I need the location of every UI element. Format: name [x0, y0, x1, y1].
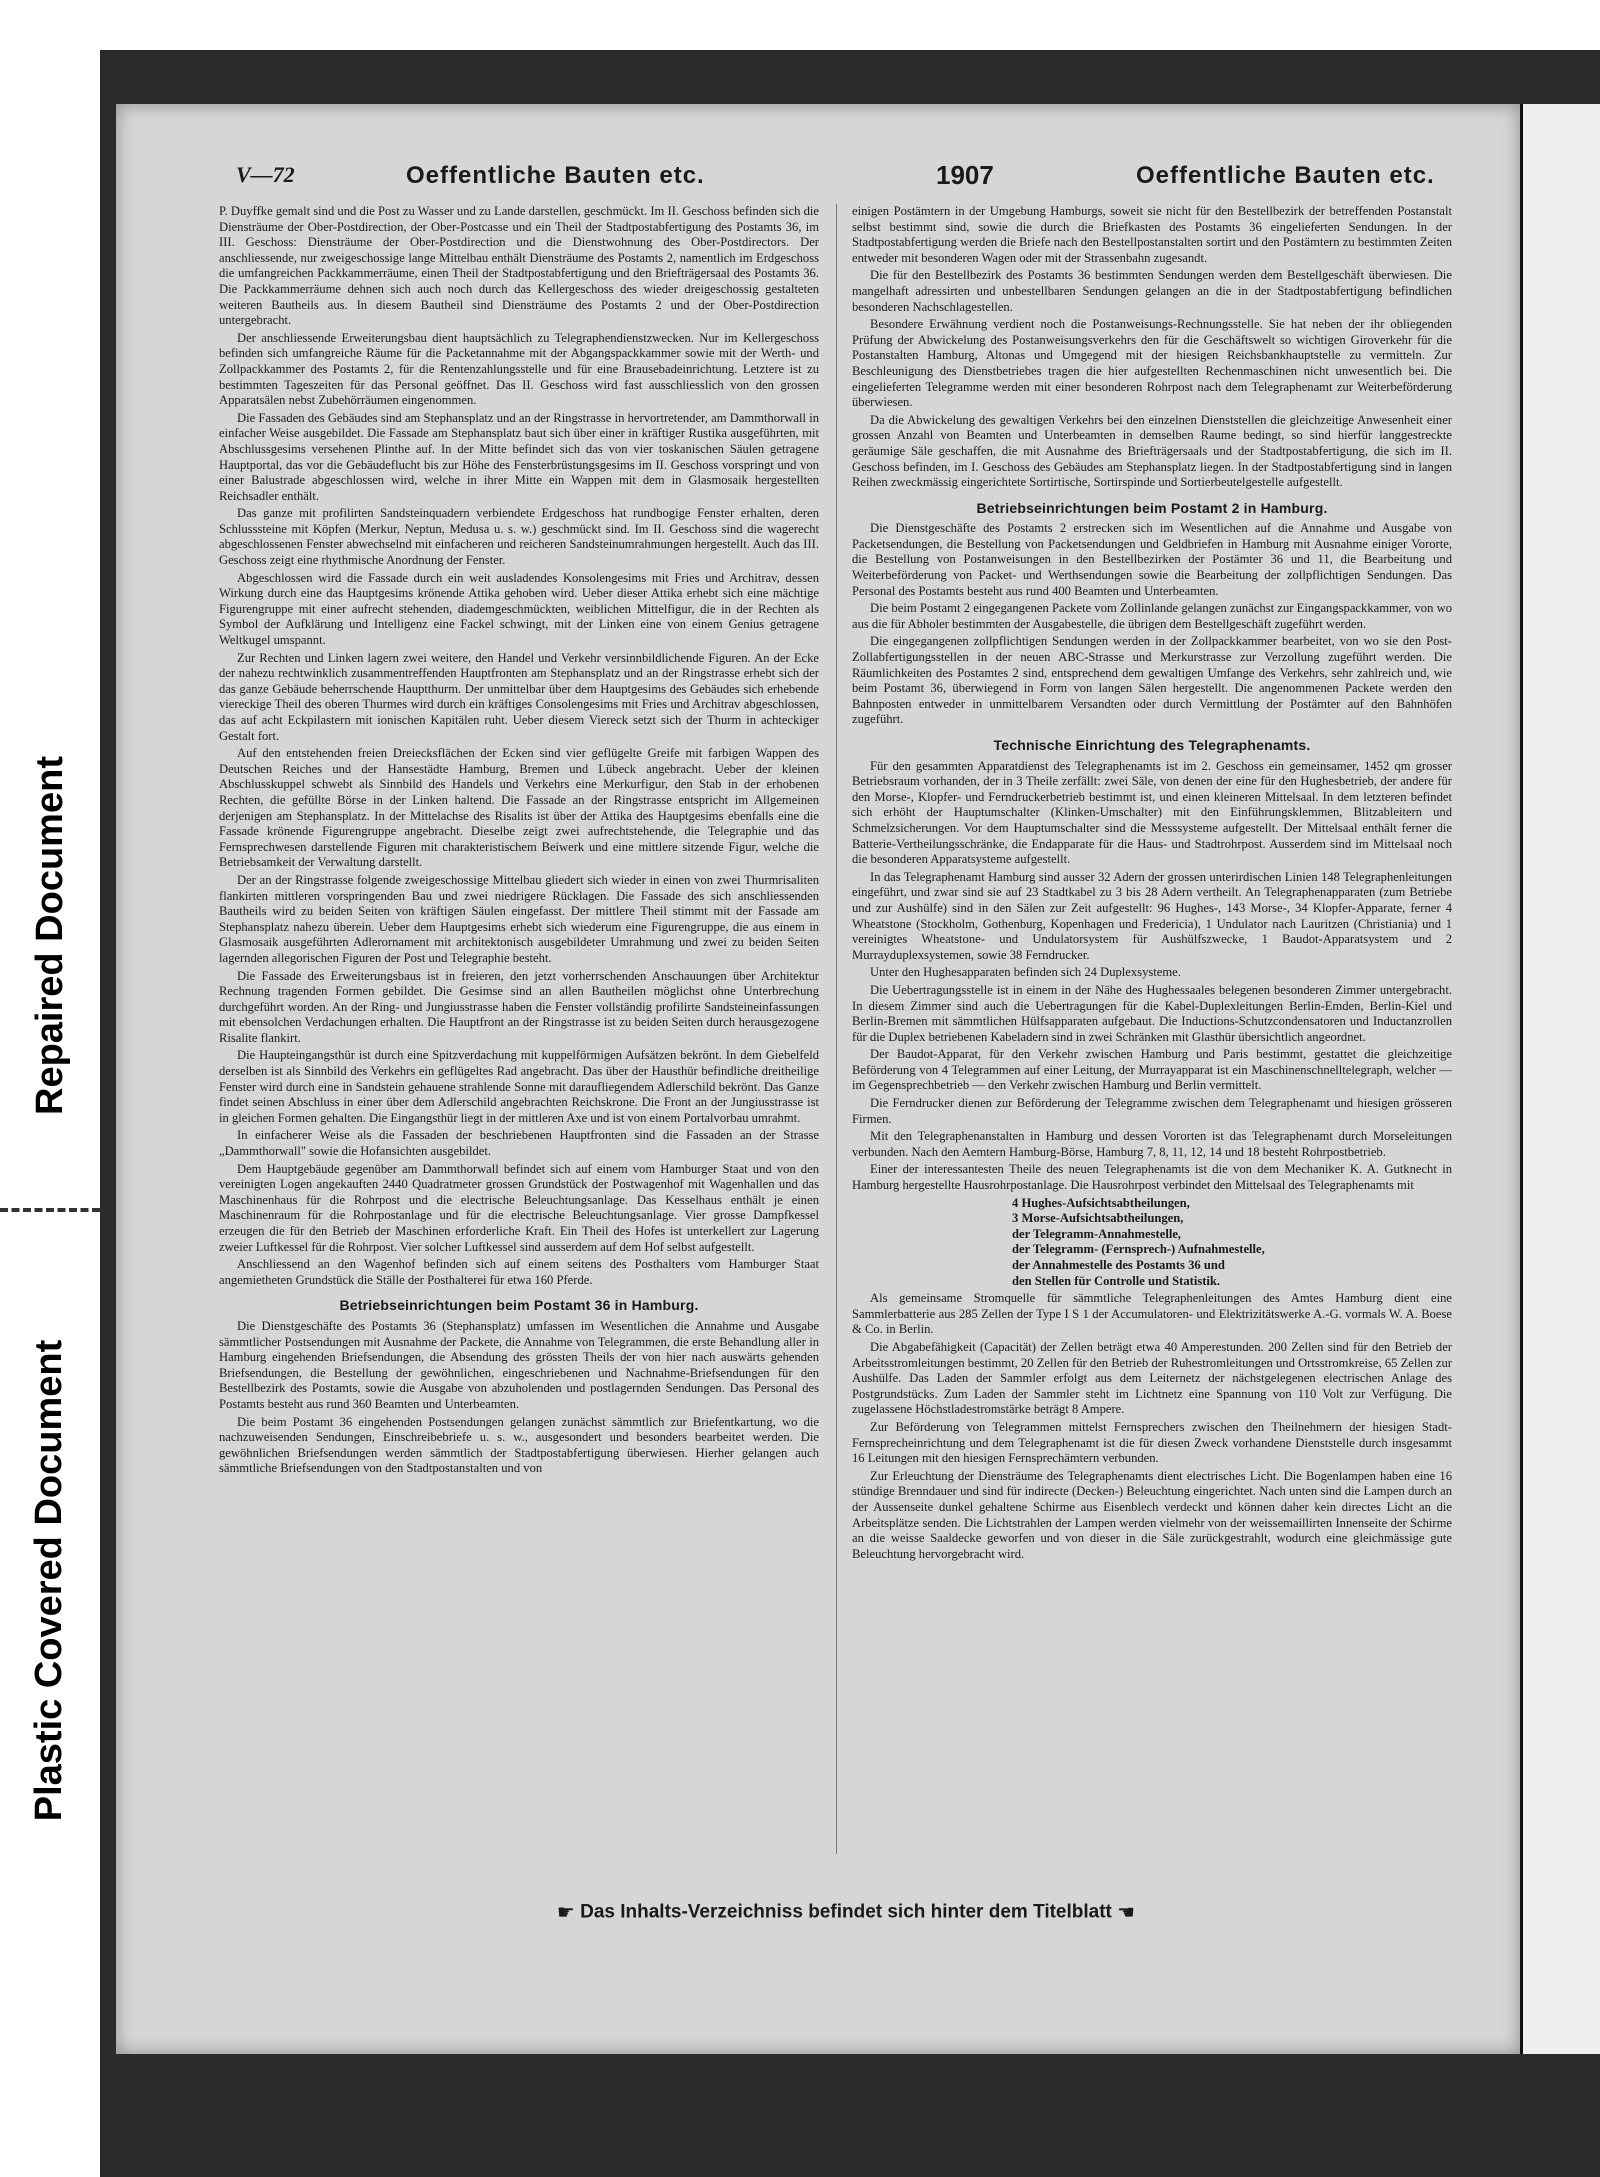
list-item: der Telegramm- (Fernsprech-) Aufnahmestelle,: [1012, 1242, 1265, 1257]
paragraph: Besondere Erwähnung verdient noch die Postanweisungs-Rechnungsstelle. Sie hat neben der ihr obliegenden Prüfung der Abwickelung des Postanweisungsverkehrs den für die Geschäftswelt so wichtigen Giroverkehr für die Postanstalten Hamburg, Altonas und Umgegend mit der hiesigen Reichsbankhauptstelle zu vermitteln. Zur Beschleunigung des Dienstbetriebes tragen die hier aufgestellten Rechenmaschinen nicht unwesentlich bei. Die eingelieferten Telegramme werden mit einer besonderen Rohrpost nach dem Telegraphenamt zur Weiterbeförderung überwiesen.: [852, 317, 1452, 410]
paragraph: Zur Beförderung von Telegrammen mittelst Fernsprechers zwischen den Theilnehmern der hiesigen Stadt-Fernsprecheinrichtung und dem Telegraphenamt ist die für diesen Zweck vorhandene Dienststelle durch insgesammt 16 Leitungen mit den hiesigen Fernsprechämtern verbunden.: [852, 1419, 1452, 1466]
paragraph: Der an der Ringstrasse folgende zweigeschossige Mittelbau gliedert sich wieder in einen von zwei Thurmrisaliten flankirten mittleren vorspringenden Bau und zwei niedrigere Rücklagen. Die Fassade des sich anschliessenden Bautheils wird zu beiden Seiten von kräftigen Säulen eingefasst. Der mittlere Theil stimmt mit der Fassade am Stephansplatz nahezu überein. Ueber dem Hauptgesims erhebt sich wiederum eine Figurengruppe, die aus einem in Glasmosaik ausgeführten Adlerornament mit architektonisch ausgebildeter Umrahmung und zwei zu beiden Seiten lagernden allegorischen Figuren der Post und Telegraphie besteht.: [219, 872, 819, 965]
paragraph: Die Ferndrucker dienen zur Beförderung der Telegramme zwischen dem Telegraphenamt und hiesigen grösseren Firmen.: [852, 1096, 1452, 1126]
paragraph: Die Dienstgeschäfte des Postamts 2 erstrecken sich im Wesentlichen auf die Annahme und Ausgabe von Packetsendungen, die Bestellung von Packetsendungen und Geldbriefen in Hamburg mit Ausnahme einiger Vororte, die Bestellung von Postanweisungen in den Bestellbezirken der Postämter 36 und 11, die Bearbeitung und Weiterbeförderung von Packet- und Werthsendungen sowie die Bearbeitung der zollpflichtigen Sendungen. Das Personal des Postamts besteht aus rund 400 Beamten und Unterbeamten.: [852, 521, 1452, 598]
left-column: [219, 204, 819, 1479]
scanner-divider: [0, 1208, 100, 1212]
paragraph: Die Uebertragungsstelle ist in einem in der Nähe des Hughessaales belegenen besonderen Zimmer untergebracht. In diesem Zimmer sind auch die Uebertragungen für die Kabel-Duplexleitungen Berlin-Emden, Berlin-Kiel und Berlin-Bremen mit sämmtlichen Hülfsapparaten aufgebaut. Die Inductions-Schutzcondensatoren und Inductanzrollen für die Duplex betriebenen Kabeladern sind in zwei Schränken mit Glasthür übersichtlich angeordnet.: [852, 982, 1452, 1044]
header-title-left: Oeffentliche Bauten etc.: [406, 162, 705, 189]
paragraph: Dem Hauptgebäude gegenüber am Dammthorwall befindet sich auf einem vom Hamburger Staat und von den vereinigten Logen angekauften 2440 Quadratmeter grossen Grundstück der Postwagenhof mit Wagenhallen und das Maschinenhaus für die Rohrpost und die electrische Beleuchtungsanlage. Das Kesselhaus enthält je einen Maschinenraum für die Rohrpostanlage und für die electrische Beleuchtungsanlage. Vier grosse Dampfkessel erzeugen die für den Betrieb der Maschinen erforderliche Kraft. Ein Theil des Hofes ist unterkellert zur Lagerung zweier Luftkessel für die Rohrpost. Vier solcher Luftkessel sind ausserdem auf dem Hof selbst aufgestellt.: [219, 1161, 819, 1254]
paragraph: In das Telegraphenamt Hamburg sind ausser 32 Adern der grossen unterirdischen Linien 148 Telegraphenleitungen eingeführt, und zwar sind sie auf 23 Stadtkabel zu 3 bis 28 Adern vertheilt. An Telegraphenapparaten (zum Betriebe und zur Aushülfe) sind in den Sälen zur Zeit aufgestellt: 96 Hughes-, 143 Morse-, 34 Klopfer-Apparate, ferner 4 Wheatstone (Stockholm, Gothenburg, Kopenhagen und Fredericia), 1 Undulator nach Lauritzen (Christiania) und 1 vereinigtes Wheatstone- und Undulatorsystem für Aushülfszwecke, 1 Baudot-Apparatsystem und 2 Murrayduplexsystemen, sowie 38 Ferndrucker.: [852, 869, 1452, 962]
right-column: [852, 204, 1452, 1564]
pointing-hand-right-icon: ☛: [556, 1902, 575, 1924]
paragraph: Auf den entstehenden freien Dreiecksflächen der Ecken sind vier geflügelte Greife mit farbigen Wappen des Deutschen Reiches und der Hansestädte Hamburg, Bremen und Lübeck angebracht. Ueber der kleinen Abschlusskuppel schwebt als Sinnbild des Handels und Verkehrs eine Merkurfigur, den Stab in der erhobenen Rechten, die gefüllte Börse in der Linken haltend. Die Fassade an der Ringstrasse entspricht im Allgemeinen derjenigen am Stephansplatz. In der Mittelachse des Risalits ist über der Attika des Hauptgesims ebenfalls eine die Fassade krönende Figurengruppe angebracht. Dieselbe zeigt zwei aufrechtstehende, die Telegraphie und das Fernsprechwesen darstellende Figuren mit charakteristischem Beiwerk und eine mittlere sitzende Figur, welche die Betriebsamkeit der Verwaltung darstellt.: [219, 746, 819, 870]
paragraph: Der Baudot-Apparat, für den Verkehr zwischen Hamburg und Paris bestimmt, gestattet die gleichzeitige Beförderung von 4 Telegrammen auf einer Leitung, der Murrayapparat ist ein Maschinenschnelltelegraph, welcher — im Gegensprechbetrieb — den Verkehr zwischen Hamburg und Berlin vermittelt.: [852, 1047, 1452, 1093]
page-number: V—72: [236, 162, 295, 187]
list-item: der Annahmestelle des Postamts 36 und: [1012, 1258, 1225, 1272]
paragraph: Für den gesammten Apparatdienst des Telegraphenamts ist im 2. Geschoss ein gemeinsamer, 1452 qm grosser Betriebsraum vorhanden, der in 3 Theile zerfällt: zwei Säle, von denen der eine für den Hughesbetrieb, der andere für den Morse-, Klopfer- und Ferndruckerbetrieb bestimmt ist, und einen kleineren Mittelsaal. In dem letzteren befindet sich erhöht der Hauptumschalter (Klinken-Umschalter) mit den Einführungsklemmen, Blitzableitern und Schmelzsicherungen. Vor dem Hauptumschalter sind die Messsysteme aufgestellt. Der Mittelsaal enthält ferner die Batterie-Vertheilungsschränke, die Endapparate für die Haus- und Stadtrohrpost. Ausserdem sind im Mittelsaal noch die besonderen Apparatsysteme aufgestellt.: [852, 758, 1452, 867]
repaired-document-label: Repaired Document: [28, 755, 71, 1115]
column-divider: [836, 204, 837, 1854]
paragraph: Zur Rechten und Linken lagern zwei weitere, den Handel und Verkehr versinnbildlichende Figuren. An der Ecke der nahezu rechtwinklich zusammentreffenden Hauptfronten am Stephansplatz und an der Ringstrasse erhebt sich der das ganze Gebäude beherrschende Hauptthurm. Der unmittelbar über dem Hauptgesims des Gebäudes sich erhebende viereckige Theil des oberen Thurmes wird durch ein kräftiges Consolengesims mit Fries und Architrav abgeschlossen, das auf acht Eckpilastern mit ionischen Kapitälen ruht. Ueber diesem Viereck setzt sich der Thurm in achteckiger Gestalt fort.: [219, 650, 819, 743]
header-title-right: Oeffentliche Bauten etc.: [1136, 162, 1435, 189]
paragraph: Unter den Hughesapparaten befinden sich 24 Duplexsysteme.: [870, 965, 1181, 980]
plastic-covered-label: Plastic Covered Document: [28, 1339, 71, 1821]
paragraph: Anschliessend an den Wagenhof befinden sich auf einem seitens des Posthalters vom Hamburger Staat angemietheten Grundstück die Ställe der Posthalterei für etwa 160 Pferde.: [219, 1257, 819, 1287]
paragraph: Einer der interessantesten Theile des neuen Telegraphenamts ist die von dem Mechaniker K. A. Gutknecht in Hamburg hergestellte Hausrohrpostanlage. Die Hausrohrpost verbindet den Mittelsaal des Telegraphenamts mit: [852, 1162, 1452, 1193]
paragraph: Das ganze mit profilirten Sandsteinquadern verbiendete Erdgeschoss hat rundbogige Fenster erhalten, deren Schlusssteine mit Köpfen (Merkur, Neptun, Medusa u. s. w.) geschmückt sind. Im II. Geschoss sind die wagerecht abgeschlossenen Fenster abwechselnd mit einfacheren und reicheren Sandsteinumrahmungen hergestellt. Auch das III. Geschoss zeigt eine rhythmische Anordnung der Fenster.: [219, 506, 819, 568]
paragraph: Die Fassade des Erweiterungsbaus ist in freieren, den jetzt vorherrschenden Anschauungen über Architektur Rechnung tragenden Formen gebildet. Die Gesimse sind an allen Bautheilen möglichst ohne Unterbrechung durchgeführt worden. An der Ring- und Jungiusstrasse haben die Fenster vollständig profilirte Sandsteineinfassungen mit ebensolchen Verdachungen erhalten. Die Hauptfront an der Ringstrasse ist zu beiden Seiten durch herausgezogene Risalite flankirt.: [219, 968, 819, 1045]
paragraph: Abgeschlossen wird die Fassade durch ein weit ausladendes Konsolengesims mit Fries und Architrav, dessen Wirkung durch eine das Hauptgesims krönende Attika gehoben wird. Ueber dieser Attika erhebt sich eine mächtige Figurengruppe mit einer aufrecht stehenden, diademgeschmückten, weiblichen Mittelfigur, die in der Rechten als Symbol der Aufklärung und Intelligenz eine Fackel schwingt, mit der Linken eine von einem Genius getragene Weltkugel umspannt.: [219, 570, 819, 648]
footer-text: Das Inhalts-Verzeichniss befindet sich hinter dem Titelblatt: [580, 1901, 1112, 1923]
paragraph: Die Haupteingangsthür ist durch eine Spitzverdachung mit kuppelförmigen Aufsätzen bekrönt. In dem Giebelfeld derselben ist als Sinnbild des Verkehrs ein geflügeltes Rad angebracht. Das über der Hausthür befindliche dreitheilige Fenster wird durch eine in Sandstein gehauene strahlende Sonne mit daraufliegendem Adlerschild bekrönt. Das Ganze findet seinen Abschluss in einer über dem Adlerschild angebrachten Reichskrone. Die Front an der Jungiusstrasse ist in gleichen Formen gehalten. Die Eingangsthür liegt in der mittleren Axe und ist von einem Portalvorbau umrahmt.: [219, 1048, 819, 1125]
list-item: 3 Morse-Aufsichtsabtheilungen,: [1012, 1211, 1184, 1226]
list-item: den Stellen für Controlle und Statistik.: [1012, 1273, 1221, 1288]
section-heading-telegraphenamt: Technische Einrichtung des Telegraphenamts.: [993, 737, 1311, 753]
paragraph: P. Duyffke gemalt sind und die Post zu Wasser und zu Lande darstellen, geschmückt. Im II. Geschoss befinden sich die Diensträume der Ober-Postdirection, der Ober-Postcasse und ein Theil der Stadtpostabfertigung des Postamts 36, im III. Geschoss: Diensträume der Ober-Postdirection und die Dienstwohnung des Ober-Postdirectors. Der anschliessende, nur zweigeschossige lange Mittelbau enthält Diensträume des Postamts 2, namentlich im Erdgeschoss die umfangreichen Packkammerräume, einen Theil der Stadtpostabfertigung und den Briefträgersaal des Postamts 36. Die Packkammerräume dehnen sich auch noch durch das Kellergeschoss des wieder dreigeschossig gestalteten weiteren Bautheils aus. In diesem Bautheil sind Diensträume des Postamts 2 und der Ober-Postdirection untergebracht.: [219, 204, 819, 328]
paragraph: Zur Erleuchtung der Diensträume des Telegraphenamts dient electrisches Licht. Die Bogenlampen haben eine 16 stündige Brenndauer und sind für indirecte (Decken-) Beleuchtung eingerichtet. Nach unten sind die Lampen durch an der Aussenseite dunkel gehaltene Schirme aus Eisenblech verdeckt und können daher kein directes Licht an die Arbeitsplätze senden. Die Lichtstrahlen der Lampen werden vielmehr von der weissemaillirten Innenseite der Schirme an die weisse Saaldecke geworfen und von dieser in die Säle zurückgestrahlt, wodurch eine gleichmässige gute Beleuchtung hervorgebracht wird.: [852, 1468, 1452, 1561]
paragraph: Die beim Postamt 2 eingegangenen Packete vom Zollinlande gelangen zunächst zur Eingangspackkammer, von wo aus die für Abholer bestimmten der Ausgabestelle, die übrigen dem Bestellgeschäft zugeführt werden.: [852, 601, 1452, 631]
header-year: 1907: [936, 160, 994, 190]
paragraph: Mit den Telegraphenanstalten in Hamburg und dessen Vororten ist das Telegraphenamt durch Morseleitungen verbunden. Nach den Aemtern Hamburg-Börse, Hamburg 7, 8, 11, 12, 14 und 18 besteht Rohrpostbetrieb.: [852, 1129, 1452, 1159]
document-page: [116, 104, 1520, 2054]
list-item: 4 Hughes-Aufsichtsabtheilungen,: [1012, 1195, 1190, 1210]
paragraph: Da die Abwickelung des gewaltigen Verkehrs bei den einzelnen Dienststellen die gleichzeitige Anwesenheit einer grossen Anzahl von Beamten und Unterbeamten in demselben Raume bedingt, so sind hierfür langgestreckte geräumige Säle geschaffen, die mit Ausnahme des Briefträgersaals und der Stadtpostabfertigung, die sich im II. Geschoss befinden, im I. Geschoss des Gebäudes am Stephansplatz liegen. In der Stadtpostabfertigung sind in langen Reihen zweckmässig eingerichtete Sortirtische, Sortirspinde und Sortierbeutelgestelle aufgestellt.: [852, 412, 1452, 490]
list-item: der Telegramm-Annahmestelle,: [1012, 1226, 1182, 1241]
paragraph: Der anschliessende Erweiterungsbau dient hauptsächlich zu Telegraphendienstzwecken. Nur im Kellergeschoss befinden sich umfangreiche Räume für die Packetannahme mit der Abgangspackkammer sowie mit der Werth- und Zollpackkammer des Postamts 2, für die Rentenzahlungsstelle und für eine Brausebadeinrichtung. Letztere ist zu bestimmten Tageszeiten für das Personal geöffnet. Das II. Geschoss wird fast ausschliesslich von den grossen Apparatsälen nebst Zubehörräumen eingenommen.: [219, 330, 819, 408]
paragraph: Die Abgabefähigkeit (Capacität) der Zellen beträgt etwa 40 Amperestunden. 200 Zellen sind für den Betrieb der Arbeitsstromleitungen bestimmt, 20 Zellen für den Betrieb der Ruhestromleitungen und Ortsstromkreise, 65 Zellen zur Aushülfe. Das Laden der Sammler erfolgt aus dem Leiternetz der nächstgelegenen electrischen Anlage des Postgrundstücks. Zum Laden der Sammler steht im Lichtnetz eine Spannung von 110 Volt zur Verfügung. Die zugelassene Höchstladestromstärke beträgt 8 Ampere.: [852, 1339, 1452, 1417]
paragraph: Die Dienstgeschäfte des Postamts 36 (Stephansplatz) umfassen im Wesentlichen die Annahme und Ausgabe sämmtlicher Postsendungen mit Ausnahme der Packete, die Annahme von Telegrammen, die erste Behandlung aller in Hamburg eingehenden Briefsendungen, die Absendung des grössten Theils der von hier nach auswärts gehenden Briefsendungen, die Bestellung der gewöhnlichen, eingeschriebenen und Nachnahme-Briefsendungen für den Bestellbezirk des Postamts, sowie die Ausgabe von abzuholenden und postlagernden Sendungen. Das Personal des Postamts besteht aus rund 360 Beamten und Unterbeamten.: [219, 1318, 819, 1411]
paragraph: einigen Postämtern in der Umgebung Hamburgs, soweit sie nicht für den Bestellbezirk der betreffenden Postanstalt selbst bestimmt sind, sowie die durch die Briefkasten des Postamts 36 eingelieferten Sendungen. In der Stadtpostabfertigung werden die Briefe nach den Bestellpostanstalten sortirt und den Postämtern zu bestimmten Zeiten entweder mit besonderen Wagen oder mit der Strassenbahn zugesandt.: [852, 204, 1452, 265]
running-header: [236, 156, 1476, 196]
paragraph: Die Fassaden des Gebäudes sind am Stephansplatz und an der Ringstrasse in hervortretender, am Dammthorwall in einfacher Weise ausgebildet. Die Fassade am Stephansplatz baut sich über einer in kräftiger Rustika ausgeführten, mit Abschlussgesims versehenen Plinthe auf. In der Mitte befindet sich das von vier toskanischen Säulen getragene Hauptportal, das vor die Gebäudeflucht bis zur Höhe des Fensterbrüstungsgesims im II. Geschoss vorspringt und von einer Balustrade abgeschlossen wird, welche in ihrer Mitte ein Wappen mit dem in Glasmosaik hergestellten Reichsadler enthält.: [219, 410, 819, 503]
rohrpost-station-list: [1012, 1196, 1452, 1290]
pointing-hand-left-icon: ☚: [1117, 1902, 1136, 1924]
paragraph: Die eingegangenen zollpflichtigen Sendungen werden in der Zollpackkammer bearbeitet, von wo sie den Post-Zollabfertigungsstellen in der neuen ABC-Strasse und Merkurstrasse zur Verzollung zugeführt werden. Die Räumlichkeiten des Postamtes 2 sind, entsprechend dem gewaltigen Umfange des Verkehrs, sehr zahlreich und, wie beim Postamt 36, überwiegend in Form von langen Sälen hergestellt. Die angenommenen Packete werden den Bahnposten entweder in unmittelbarem Versandten oder durch Vermittlung der Postämter auf den Bahnhöfen zugeführt.: [852, 634, 1452, 727]
paragraph: Die für den Bestellbezirk des Postamts 36 bestimmten Sendungen werden dem Bestellgeschäft überwiesen. Die mangelhaft adressirten und unbestellbaren Sendungen gelangen an die in der Stadtpostabfertigung befindlichen besonderen Nachschlagestellen.: [852, 268, 1452, 314]
paragraph: Die beim Postamt 36 eingehenden Postsendungen gelangen zunächst sämmtlich zur Briefentkartung, wo die nachzuweisenden Sendungen, Einschreibebriefe u. s. w., ausgesondert und besonders bearbeitet werden. Die gewöhnlichen Briefsendungen werden sämmtlich der Stadtpostabfertigung überwiesen. Hierher gelangen auch sämmtliche Briefsendungen von den Stadtpostanstalten und von: [219, 1414, 819, 1476]
next-page-edge: [1520, 104, 1600, 2054]
scanner-strip: [0, 50, 100, 2177]
paragraph: In einfacherer Weise als die Fassaden der beschriebenen Hauptfronten sind die Fassaden an der Strasse „Dammthorwall" sowie die Hofansichten ausgebildet.: [219, 1128, 819, 1159]
section-heading-postamt-36: Betriebseinrichtungen beim Postamt 36 in Hamburg.: [339, 1297, 699, 1314]
paragraph: Als gemeinsame Stromquelle für sämmtliche Telegraphenleitungen des Amtes Hamburg dient eine Sammlerbatterie aus 285 Zellen der Type I S 1 der Accumulatoren- und Elektrizitätswerke A.-G. vormals W. A. Boese & Co. in Berlin.: [852, 1291, 1452, 1337]
section-heading-postamt-2: Betriebseinrichtungen beim Postamt 2 in Hamburg.: [976, 499, 1328, 516]
footer-note: [346, 1900, 1346, 1925]
